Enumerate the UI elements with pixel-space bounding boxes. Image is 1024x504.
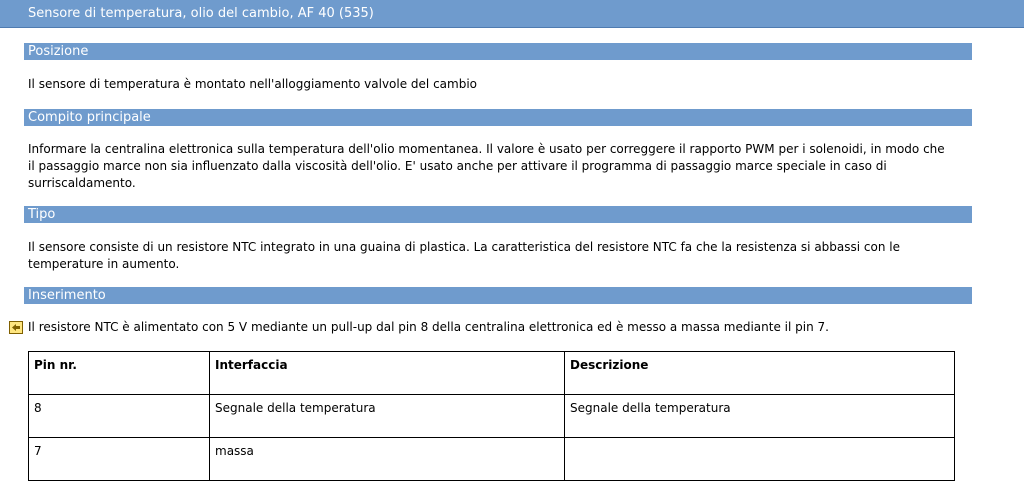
table-header-pin: Pin nr. — [29, 352, 210, 395]
table-header-descrizione: Descrizione — [565, 352, 955, 395]
back-arrow-icon[interactable] — [9, 319, 23, 332]
table-cell-descrizione — [565, 438, 955, 481]
posizione-text: Il sensore di temperatura è montato nell'alloggiamento valvole del cambio — [28, 77, 478, 91]
tipo-text-line-2: temperature in aumento. — [28, 257, 180, 271]
section-header-tipo: Tipo — [24, 206, 972, 223]
table-row — [29, 395, 955, 438]
table-header-row — [29, 352, 955, 395]
section-header-posizione: Posizione — [24, 43, 972, 60]
pin-table — [28, 351, 955, 481]
inserimento-text: Il resistore NTC è alimentato con 5 V mediante un pull-up dal pin 8 della centralina elettronica ed è messo a massa mediante il pin 7. — [28, 320, 829, 334]
compito-text-line-2: il passaggio marce non sia influenzato dalla viscosità dell'olio. E' usato anche per attivare il programma di passaggio marce speciale in caso di — [28, 159, 887, 173]
section-header-inserimento: Inserimento — [24, 287, 972, 304]
table-cell-pin: 8 — [29, 395, 210, 438]
table-header-interfaccia: Interfaccia — [210, 352, 565, 395]
table-row — [29, 438, 955, 481]
tipo-text-line-1: Il sensore consiste di un resistore NTC integrato in una guaina di plastica. La caratteristica del resistore NTC fa che la resistenza si abbassi con le — [28, 240, 900, 254]
table-cell-interfaccia: Segnale della temperatura — [210, 395, 565, 438]
section-header-compito-principale: Compito principale — [24, 109, 972, 126]
table-cell-descrizione: Segnale della temperatura — [565, 395, 955, 438]
compito-text-line-3: surriscaldamento. — [28, 176, 136, 190]
compito-text — [28, 141, 1022, 192]
table-cell-interfaccia: massa — [210, 438, 565, 481]
compito-text-line-1: Informare la centralina elettronica sulla temperatura dell'olio momentanea. Il valore è usato per correggere il rapporto PWM per i solenoidi, in modo che — [28, 142, 945, 156]
table-cell-pin: 7 — [29, 438, 210, 481]
tipo-text — [28, 239, 1022, 273]
window-title: Sensore di temperatura, olio del cambio, AF 40 (535) — [0, 0, 1024, 28]
